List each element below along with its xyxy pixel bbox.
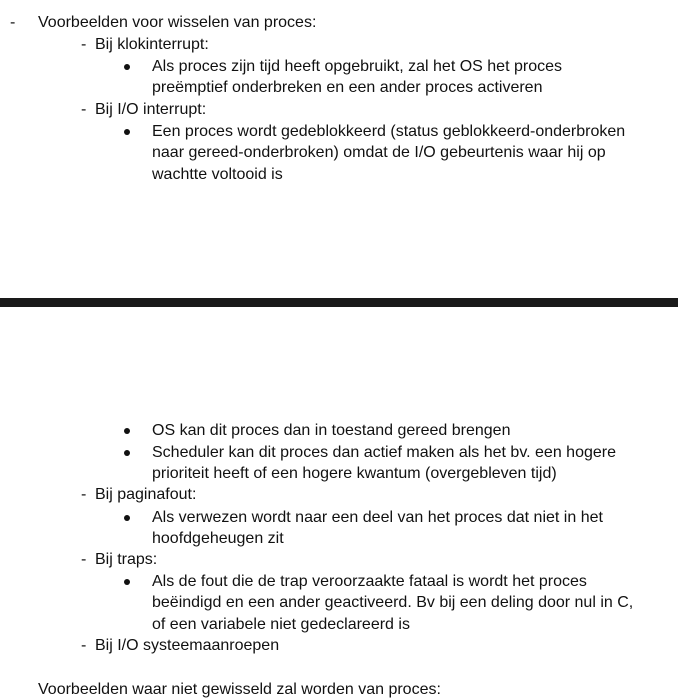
clock-interrupt-label: Bij klokinterrupt:	[95, 36, 209, 53]
bullet-icon	[124, 515, 130, 521]
bullet-icon	[124, 579, 130, 585]
traps-label: Bij traps:	[95, 551, 158, 568]
bullet-icon	[124, 428, 130, 434]
bullet-icon	[124, 450, 130, 456]
list-dash: -	[10, 14, 16, 31]
bullet-icon	[124, 64, 130, 70]
sublist-dash: -	[81, 36, 87, 53]
pagefault-bullet-line-2: hoofdgeheugen zit	[152, 530, 284, 547]
scheduler-bullet-line-2: prioriteit heeft of een hogere kwantum (overgebleven tijd)	[152, 465, 557, 482]
section-divider	[0, 298, 678, 307]
sublist-dash: -	[81, 101, 87, 118]
bullet-icon	[124, 129, 130, 135]
sublist-dash: -	[81, 551, 87, 568]
traps-bullet-line-2: beëindigd en een ander geactiveerd. Bv bij een deling door nul in C,	[152, 594, 634, 611]
pagefault-label: Bij paginafout:	[95, 486, 197, 503]
io-bullet-line-3: wachtte voltooid is	[152, 166, 283, 183]
clock-bullet-line-1: Als proces zijn tijd heeft opgebruikt, zal het OS het proces	[152, 58, 562, 75]
scheduler-bullet-line-1: Scheduler kan dit proces dan actief maken als het bv. een hogere	[152, 444, 616, 461]
clock-bullet-line-2: preëmptief onderbreken en een ander proces activeren	[152, 79, 543, 96]
io-bullet-line-2: naar gereed-onderbroken) omdat de I/O gebeurtenis waar hij op	[152, 144, 606, 161]
sublist-dash: -	[81, 486, 87, 503]
os-ready-bullet: OS kan dit proces dan in toestand gereed brengen	[152, 422, 511, 439]
pagefault-bullet-line-1: Als verwezen wordt naar een deel van het proces dat niet in het	[152, 509, 603, 526]
syscalls-label: Bij I/O systeemaanroepen	[95, 637, 280, 654]
sublist-dash: -	[81, 637, 87, 654]
traps-bullet-line-1: Als de fout die de trap veroorzaakte fataal is wordt het proces	[152, 573, 587, 590]
cutoff-heading: Voorbeelden waar niet gewisseld zal worden van proces:	[38, 681, 441, 698]
section-heading: Voorbeelden voor wisselen van proces:	[38, 14, 317, 31]
io-interrupt-label: Bij I/O interrupt:	[95, 101, 207, 118]
io-bullet-line-1: Een proces wordt gedeblokkeerd (status geblokkeerd-onderbroken	[152, 123, 626, 140]
traps-bullet-line-3: of een variabele niet gedeclareerd is	[152, 616, 410, 633]
